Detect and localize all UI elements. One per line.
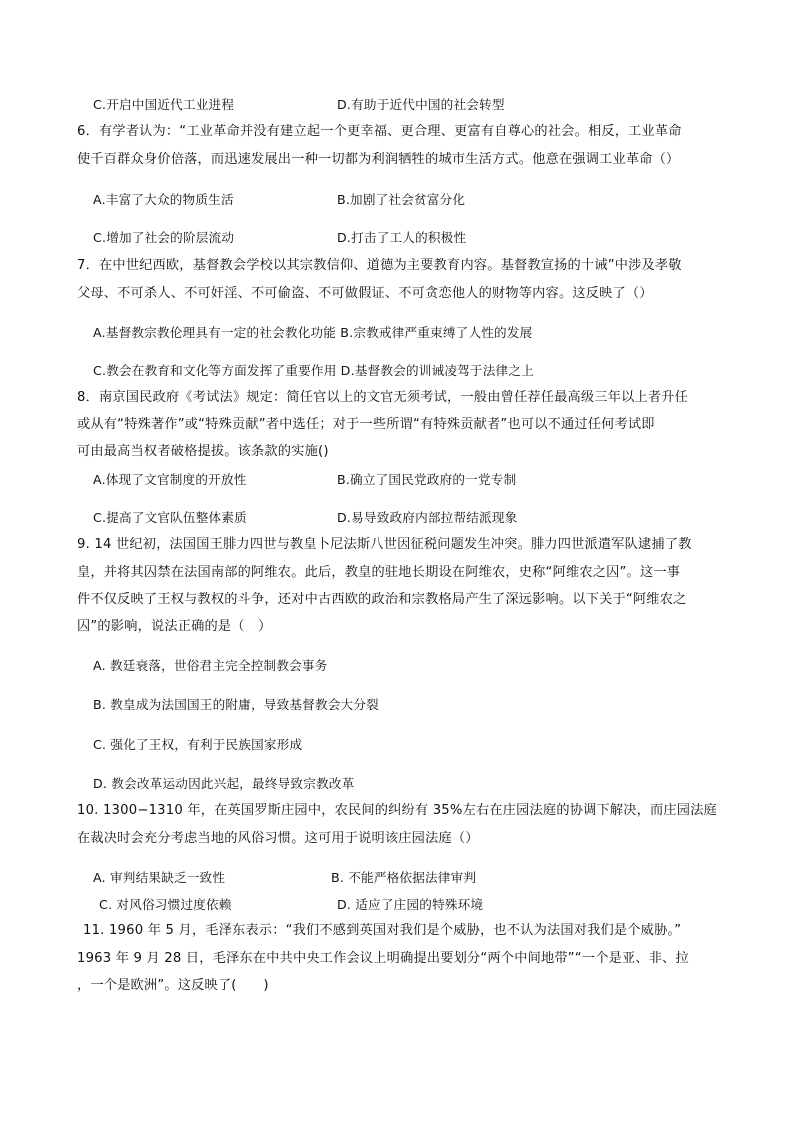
question-7-stem-line-2: 父母、不可杀人、不可奸淫、不可偷盗、不可做假证、不可贪恋他人的财物等内容。这反映了（）	[77, 286, 653, 301]
question-6-stem-line-1: 6．有学者认为：“工业革命并没有建立起一个更幸福、更合理、更富有自尊心的社会。相反，工业革命	[77, 124, 682, 139]
question-6-option-a: A.丰富了大众的物质生活	[93, 192, 234, 207]
question-6-option-d: D.打击了工人的积极性	[337, 230, 467, 245]
question-10-option-a: A. 审判结果缺乏一致性	[93, 870, 226, 885]
question-11-stem-line-3: ，一个是欧洲”。这反映了( )	[77, 978, 269, 993]
question-8-option-b: B.确立了国民党政府的一党专制	[337, 472, 517, 487]
question-9-option-c: C. 强化了王权，有利于民族国家形成	[93, 737, 303, 752]
question-10-stem-line-2: 在裁决时会充分考虑当地的风俗习惯。这可用于说明该庄园法庭（）	[77, 831, 479, 846]
question-9-stem-line-1: 9. 14 世纪初，法国国王腓力四世与教皇卜尼法斯八世因征税问题发生冲突。腓力四世派遣军队逮捕了教	[77, 537, 692, 552]
question-11-stem-line-1: 11. 1960 年 5 月，毛泽东表示：“我们不感到英国对我们是个威胁，也不认为法国对我们是个威胁。”	[83, 923, 682, 938]
question-9-stem-line-2: 皇，并将其囚禁在法国南部的阿维农。此后，教皇的驻地长期设在阿维农，史称“阿维农之囚”。这一事	[77, 565, 681, 580]
question-6-option-c: C.增加了社会的阶层流动	[93, 230, 235, 245]
question-5-option-c: C.开启中国近代工业进程	[93, 97, 235, 112]
question-8-stem-line-3: 可由最高当权者破格提拔。该条款的实施()	[77, 444, 329, 459]
question-8-option-c: C.提高了文官队伍整体素质	[93, 510, 247, 525]
question-5-option-d: D.有助于近代中国的社会转型	[337, 97, 505, 112]
question-9-option-b: B. 教皇成为法国国王的附庸，导致基督教会大分裂	[93, 697, 379, 712]
question-9-option-a: A. 教廷衰落，世俗君主完全控制教会事务	[93, 658, 328, 673]
question-8-option-d: D.易导致政府内部拉帮结派现象	[337, 510, 518, 525]
question-10-stem-line-1: 10. 1300−1310 年，在英国罗斯庄园中，农民间的纠纷有 35%左右在庄园法庭的协调下解决，而庄园法庭	[77, 803, 717, 818]
question-8-stem-line-2: 或从有“特殊著作”或“特殊贡献”者中选任；对于一些所谓“有特殊贡献者”也可以不通过任何考试即	[77, 417, 655, 432]
question-10-option-d: D. 适应了庄园的特殊环境	[337, 897, 484, 912]
question-9-option-d: D. 教会改革运动因此兴起，最终导致宗教改革	[93, 776, 355, 791]
question-7-stem-line-1: 7．在中世纪西欧，基督教会学校以其宗教信仰、道德为主要教育内容。基督教宣扬的十诫”中涉及孝敬	[77, 258, 682, 273]
question-9-stem-line-4: 囚”的影响，说法正确的是（ ）	[77, 619, 272, 634]
question-11-stem-line-2: 1963 年 9 月 28 日，毛泽东在中共中央工作会议上明确提出要划分“两个中间地带”“一个是亚、非、拉	[77, 951, 689, 966]
question-9-stem-line-3: 件不仅反映了王权与教权的斗争，还对中古西欧的政治和宗教格局产生了深远影响。以下关于“阿维农之	[77, 592, 687, 607]
question-6-stem-line-2: 使千百群众身价倍落，而迅速发展出一种一切都为利润牺牲的城市生活方式。他意在强调工业革命（）	[77, 152, 680, 167]
question-8-stem-line-1: 8．南京国民政府《考试法》规定：简任官以上的文官无须考试，一般由曾任荐任最高级三年以上者升任	[77, 390, 689, 405]
question-7-options-ab: A.基督教宗教伦理具有一定的社会教化功能 B.宗教戒律严重束缚了人性的发展	[93, 325, 533, 340]
question-8-option-a: A.体现了文官制度的开放性	[93, 472, 247, 487]
question-7-options-cd: C.教会在教育和文化等方面发挥了重要作用 D.基督教会的训诫凌驾于法律之上	[93, 363, 534, 378]
question-10-option-c: C. 对风俗习惯过度依赖	[99, 897, 232, 912]
question-10-option-b: B. 不能严格依据法律审判	[331, 870, 477, 885]
question-6-option-b: B.加剧了社会贫富分化	[337, 192, 466, 207]
